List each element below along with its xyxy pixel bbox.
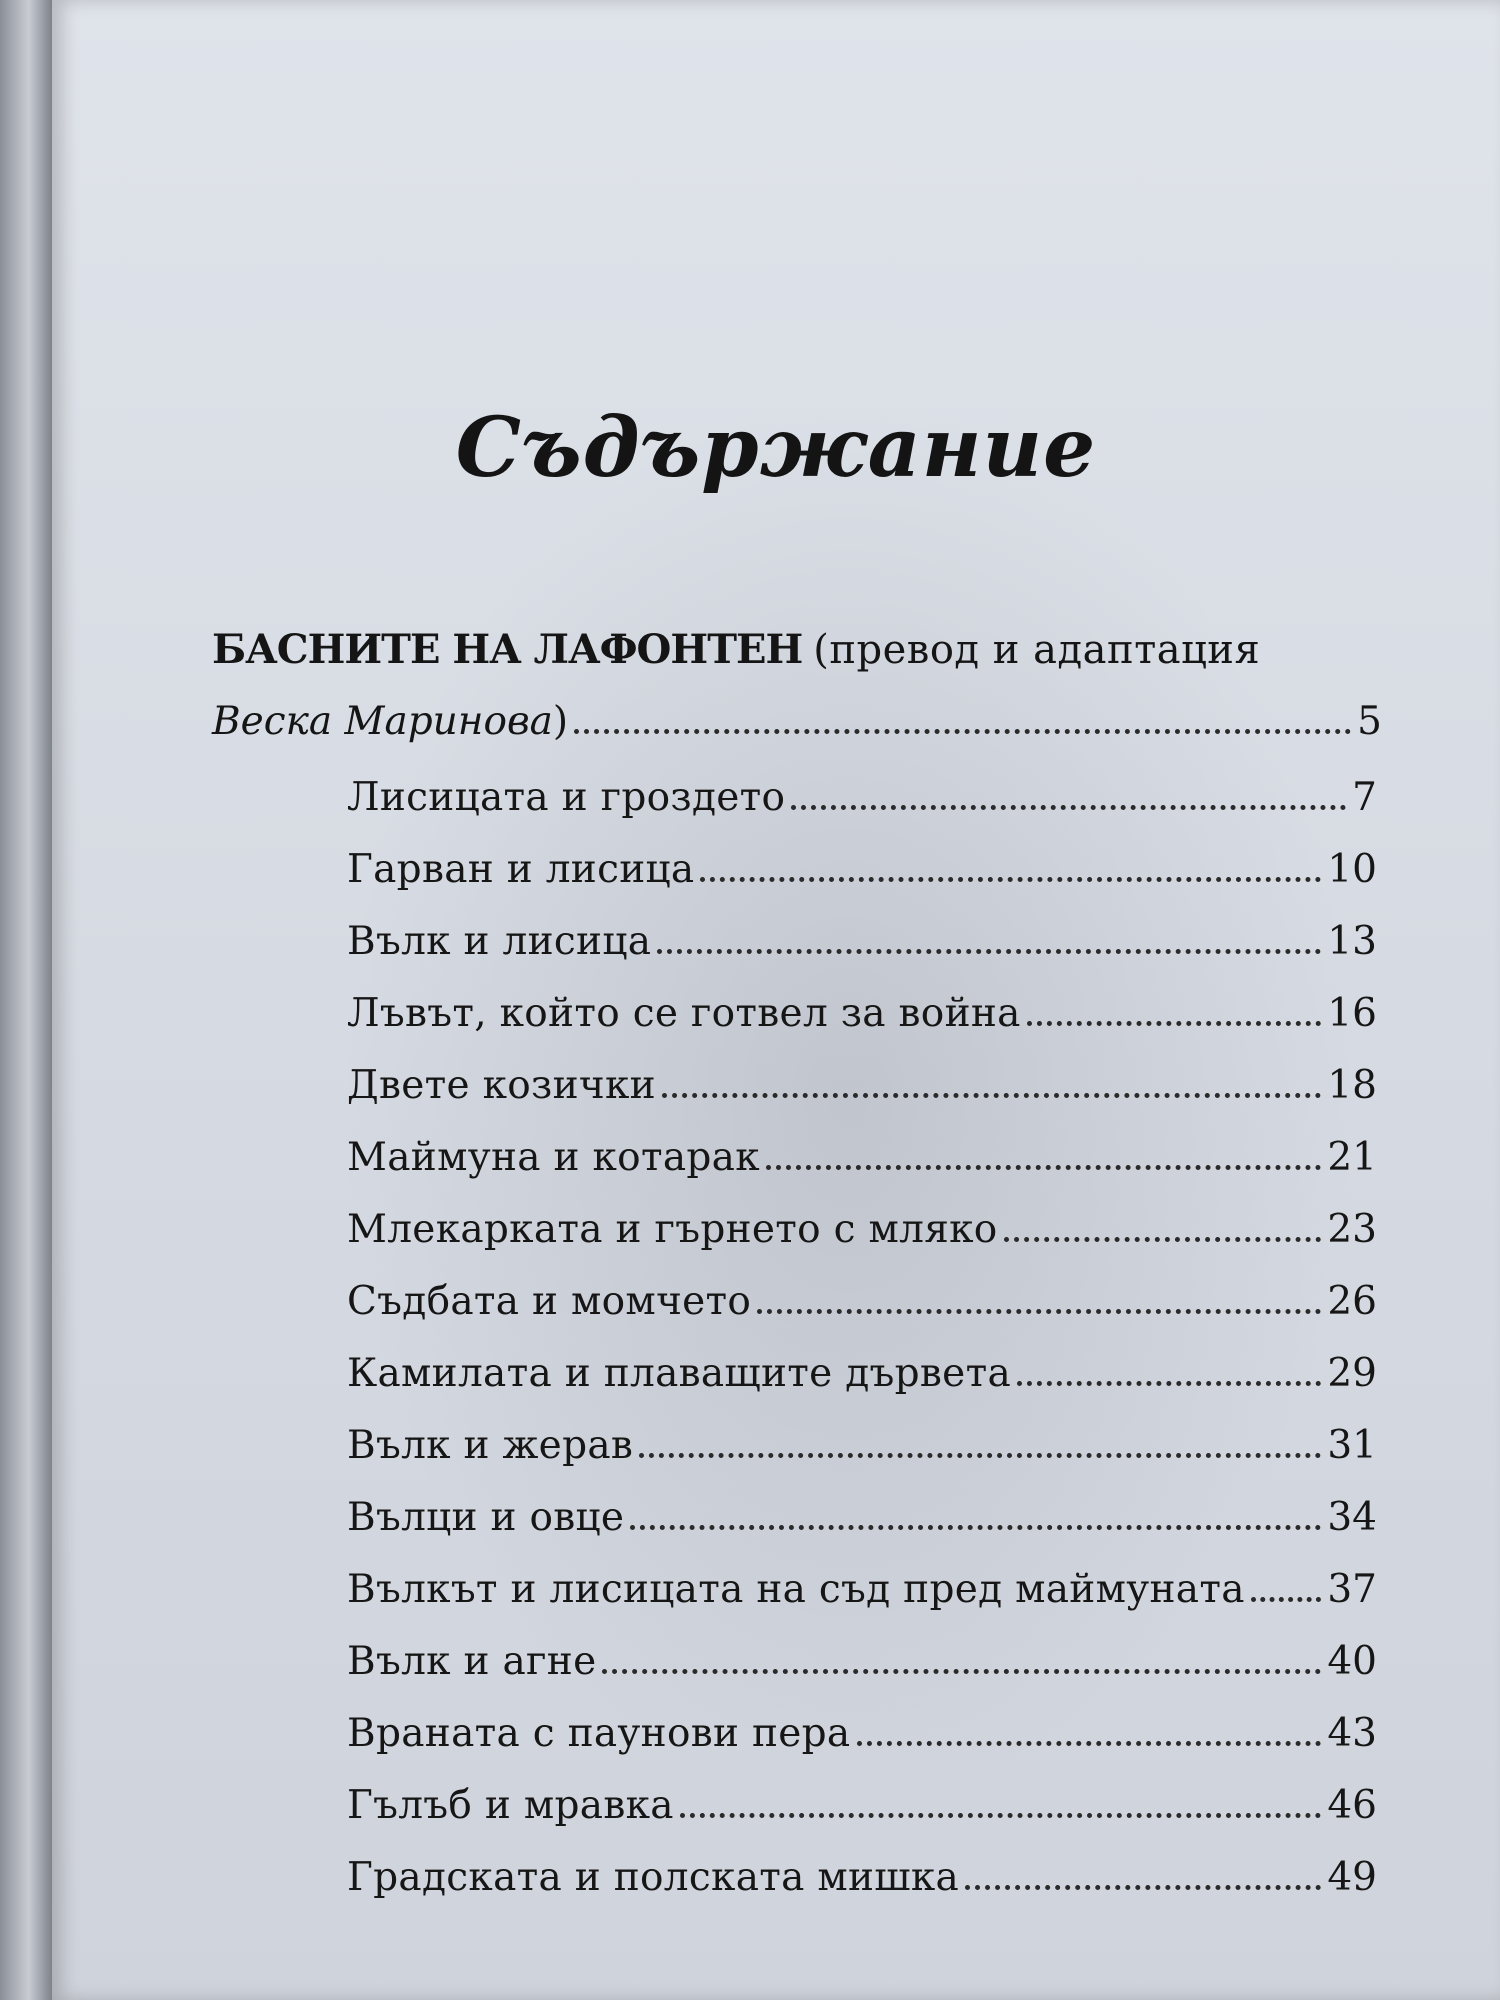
- section-subtitle: (превод и адаптация: [813, 627, 1261, 673]
- toc-entry-title: Лисицата и гроздето: [347, 775, 786, 820]
- section-subtitle-close: ): [552, 699, 569, 744]
- dot-leader: [1017, 1380, 1321, 1386]
- toc-entry-page: 46: [1327, 1783, 1377, 1828]
- toc-entry-title: Вълк и агне: [347, 1639, 597, 1684]
- section-author-line: [212, 687, 1382, 757]
- dot-leader: [574, 728, 1351, 734]
- toc-entry[interactable]: [347, 775, 1377, 847]
- toc-entry[interactable]: [347, 1567, 1377, 1639]
- toc-entry[interactable]: [347, 1711, 1377, 1783]
- toc-entry-page: 40: [1327, 1639, 1377, 1684]
- dot-leader: [1027, 1020, 1322, 1026]
- toc-entry[interactable]: [347, 1783, 1377, 1855]
- toc-entries: [347, 775, 1377, 1927]
- toc-entry[interactable]: [347, 1351, 1377, 1423]
- toc-entry[interactable]: [347, 1855, 1377, 1927]
- section-page-number: 5: [1357, 699, 1382, 744]
- dot-leader: [965, 1884, 1321, 1890]
- toc-entry-title: Враната с паунови пера: [347, 1711, 851, 1756]
- toc-entry[interactable]: [347, 1279, 1377, 1351]
- toc-entry-title: Гарван и лисица: [347, 847, 695, 892]
- toc-entry-page: 13: [1327, 919, 1377, 964]
- toc-entry-page: 10: [1327, 847, 1377, 892]
- section-heading-line: [212, 618, 1382, 681]
- toc-entry-page: 31: [1327, 1423, 1377, 1468]
- toc-entry-page: 16: [1327, 991, 1377, 1036]
- toc-entry-title: Гълъб и мравка: [347, 1783, 674, 1828]
- toc-entry-page: 21: [1327, 1135, 1377, 1180]
- toc-entry-title: Вълци и овце: [347, 1495, 625, 1540]
- toc-entry-page: 7: [1352, 775, 1377, 820]
- toc-entry[interactable]: [347, 919, 1377, 991]
- dot-leader: [680, 1812, 1322, 1818]
- toc-entry[interactable]: [347, 1423, 1377, 1495]
- dot-leader: [662, 1092, 1321, 1098]
- toc-entry-title: Камилата и плаващите дървета: [347, 1351, 1011, 1396]
- dot-leader: [766, 1164, 1321, 1170]
- toc-entry-title: Маймуна и котарак: [347, 1135, 760, 1180]
- toc-entry-title: Градската и полската мишка: [347, 1855, 960, 1900]
- toc-entry-title: Вълк и жерав: [347, 1423, 634, 1468]
- toc-entry-title: Съдбата и момчето: [347, 1279, 752, 1324]
- toc-entry-title: Вълк и лисица: [347, 919, 652, 964]
- toc-section: [212, 618, 1382, 757]
- toc-entry-page: 37: [1327, 1567, 1377, 1612]
- toc-entry[interactable]: [347, 1207, 1377, 1279]
- toc-entry[interactable]: [347, 991, 1377, 1063]
- toc-entry-page: 43: [1327, 1711, 1377, 1756]
- toc-entry-page: 26: [1327, 1279, 1377, 1324]
- toc-entry-title: Двете козички: [347, 1063, 656, 1108]
- book-gutter: [0, 0, 52, 2000]
- toc-entry[interactable]: [347, 1495, 1377, 1567]
- dot-leader: [602, 1668, 1321, 1674]
- dot-leader: [857, 1740, 1322, 1746]
- dot-leader: [657, 948, 1321, 954]
- toc-entry-page: 18: [1327, 1063, 1377, 1108]
- toc-entry-title: Млекарката и гърнето с мляко: [347, 1207, 998, 1252]
- dot-leader: [1251, 1596, 1322, 1602]
- toc-entry-page: 29: [1327, 1351, 1377, 1396]
- dot-leader: [791, 804, 1346, 810]
- book-page: [52, 0, 1500, 2000]
- toc-entry[interactable]: [347, 1135, 1377, 1207]
- dot-leader: [700, 876, 1321, 882]
- toc-entry-page: 49: [1327, 1855, 1377, 1900]
- toc-entry-page: 23: [1327, 1207, 1377, 1252]
- toc-entry-title: Вълкът и лисицата на съд пред маймуната: [347, 1567, 1245, 1612]
- section-author: Веска Маринова: [212, 699, 553, 744]
- toc-entry[interactable]: [347, 1063, 1377, 1135]
- section-title: БАСНИТЕ НА ЛАФОНТЕН: [212, 626, 803, 673]
- dot-leader: [1004, 1236, 1322, 1242]
- toc-entry[interactable]: [347, 1639, 1377, 1711]
- dot-leader: [630, 1524, 1321, 1530]
- toc-entry[interactable]: [347, 847, 1377, 919]
- page-title: Съдържание: [455, 400, 1097, 496]
- dot-leader: [757, 1308, 1321, 1314]
- toc-entry-title: Лъвът, който се готвел за война: [347, 991, 1021, 1036]
- toc-entry-page: 34: [1327, 1495, 1377, 1540]
- dot-leader: [639, 1452, 1321, 1458]
